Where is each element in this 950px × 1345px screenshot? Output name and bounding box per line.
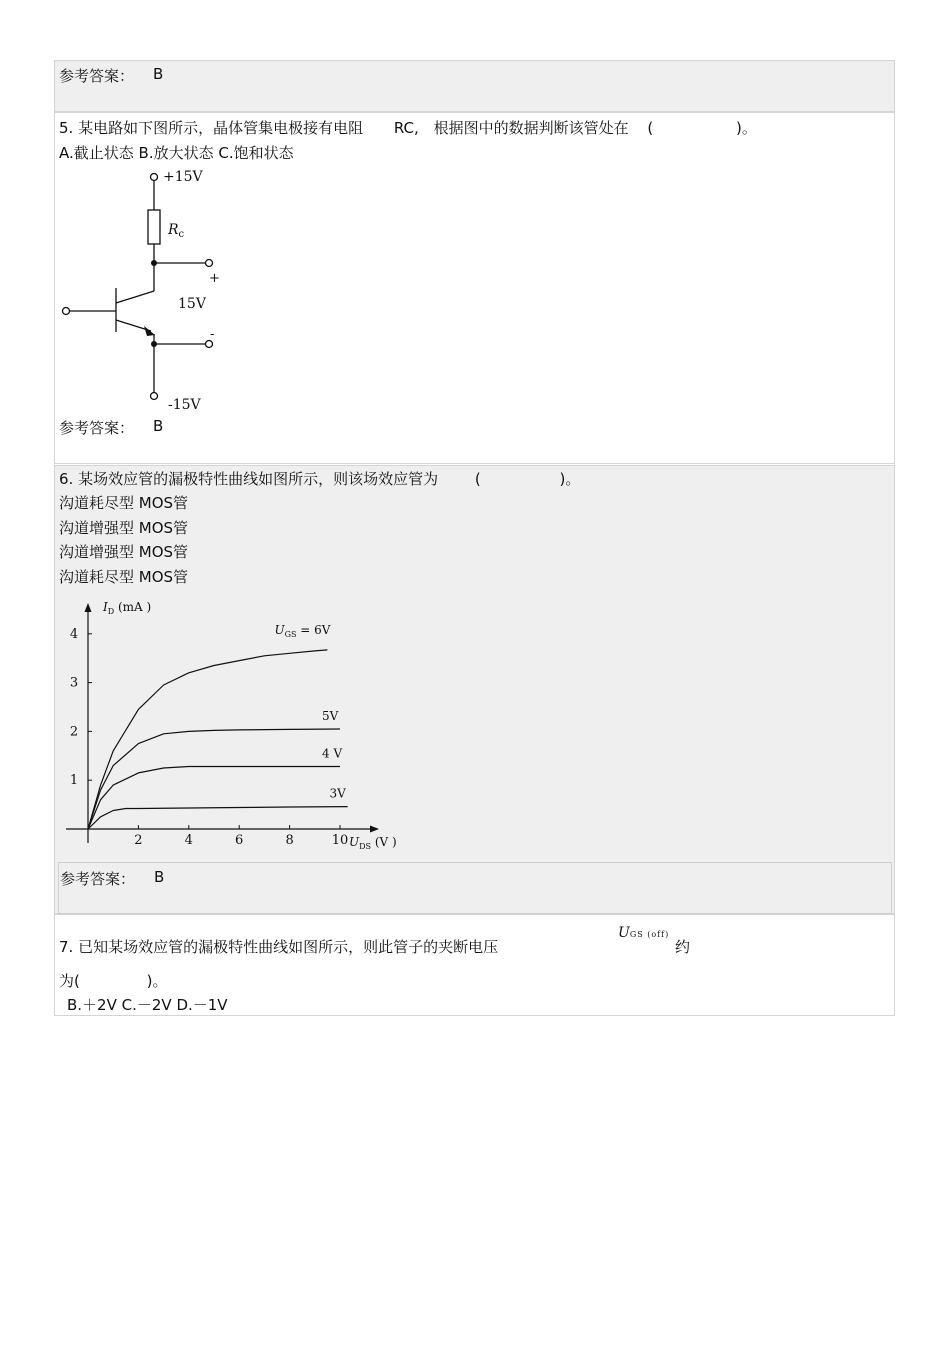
q5-options: A.截止状态 B.放大状态 C.饱和状态 bbox=[59, 144, 294, 162]
drain-characteristics-chart bbox=[56, 598, 416, 858]
base-terminal bbox=[63, 308, 70, 315]
q7-stem-c: 为( bbox=[59, 972, 80, 990]
series-curve bbox=[88, 807, 348, 829]
vminus-terminal bbox=[151, 393, 158, 400]
q6-answer-box bbox=[58, 862, 892, 914]
q6-option: 沟道增强型 MOS管 bbox=[59, 543, 189, 561]
series-curve bbox=[88, 650, 327, 829]
q4-answer-block bbox=[54, 60, 895, 112]
y-tick-label: 3 bbox=[69, 675, 79, 691]
y-axis-arrow bbox=[85, 603, 92, 612]
q6-option: 沟道耗尽型 MOS管 bbox=[59, 568, 189, 586]
y-tick-label: 4 bbox=[69, 626, 79, 642]
series-label: 5V bbox=[322, 708, 339, 723]
q6-stem-b: ( bbox=[474, 470, 481, 488]
resistor-label bbox=[167, 222, 185, 240]
vplus-terminal bbox=[151, 174, 158, 181]
q6-stem bbox=[59, 469, 580, 489]
series-label: 3V bbox=[329, 786, 346, 801]
vplus-label: +15V bbox=[163, 169, 203, 185]
answer-label: 参考答案： bbox=[59, 67, 135, 85]
answer-label: 参考答案： bbox=[60, 870, 136, 888]
answer-value: B bbox=[153, 417, 164, 435]
vminus-label: -15V bbox=[168, 397, 201, 413]
q5-stem-a: 5. 某电路如下图所示，晶体管集电极接有电阻 bbox=[59, 119, 364, 137]
q6-option: 沟道增强型 MOS管 bbox=[59, 519, 189, 537]
series-label: 4 V bbox=[322, 746, 343, 761]
resistor-symbol: R bbox=[168, 222, 179, 238]
q5-stem bbox=[59, 118, 757, 138]
minus-sign: - bbox=[210, 327, 215, 342]
resistor-subscript: c bbox=[178, 229, 185, 240]
q7-stem-line2 bbox=[59, 971, 168, 991]
vout-label: 15V bbox=[178, 296, 206, 312]
x-tick-label: 4 bbox=[184, 833, 193, 848]
x-axis-arrow bbox=[370, 826, 379, 833]
ugs-off-symbol bbox=[618, 925, 669, 941]
q5-stem-b: RC, bbox=[393, 119, 419, 137]
ugs-symbol-letter: U bbox=[618, 925, 630, 941]
q7-block bbox=[54, 914, 895, 1016]
x-tick-label: 2 bbox=[134, 833, 143, 848]
series-curve bbox=[88, 767, 340, 830]
answer-value: B bbox=[154, 868, 165, 886]
x-tick-label: 10 bbox=[331, 833, 349, 848]
q6-stem-c: )。 bbox=[559, 470, 581, 488]
q7-stem-a: 7. 已知某场效应管的漏极特性曲线如图所示，则此管子的夹断电压 bbox=[59, 938, 499, 956]
y-axis-label: $I_D$ (mA ) bbox=[103, 600, 152, 616]
q6-stem-a: 6. 某场效应管的漏极特性曲线如图所示，则该场效应管为 bbox=[59, 470, 439, 488]
y-tick-label: 1 bbox=[69, 773, 79, 789]
series-label: $U_{GS} = 6V$ bbox=[274, 622, 331, 639]
ugs-symbol-subscript: GS (off) bbox=[629, 930, 670, 939]
answer-value: B bbox=[153, 65, 164, 83]
answer-label: 参考答案： bbox=[59, 419, 135, 437]
y-tick-label: 2 bbox=[69, 724, 79, 740]
q5-stem-c: 根据图中的数据判断该管处在 bbox=[433, 119, 629, 137]
q6-option: 沟道耗尽型 MOS管 bbox=[59, 494, 189, 512]
emitter-node bbox=[151, 341, 157, 347]
q5-stem-d: ( bbox=[647, 119, 654, 137]
q7-stem-b: 约 bbox=[675, 938, 691, 956]
x-tick-label: 8 bbox=[285, 833, 294, 848]
output-plus-terminal bbox=[206, 260, 213, 267]
plus-sign: + bbox=[209, 271, 220, 286]
q7-options: B.＋2V C.－2V D.－1V bbox=[67, 996, 228, 1014]
q7-stem-d: )。 bbox=[146, 972, 168, 990]
emitter-arrow bbox=[144, 326, 155, 336]
collector-resistor bbox=[148, 210, 160, 244]
x-axis-label: $U_{DS}$ (V ) bbox=[349, 835, 397, 851]
x-tick-label: 6 bbox=[235, 833, 244, 848]
transistor-circuit-diagram bbox=[56, 166, 246, 416]
q5-stem-e: )。 bbox=[736, 119, 757, 137]
collector-node bbox=[151, 260, 157, 266]
